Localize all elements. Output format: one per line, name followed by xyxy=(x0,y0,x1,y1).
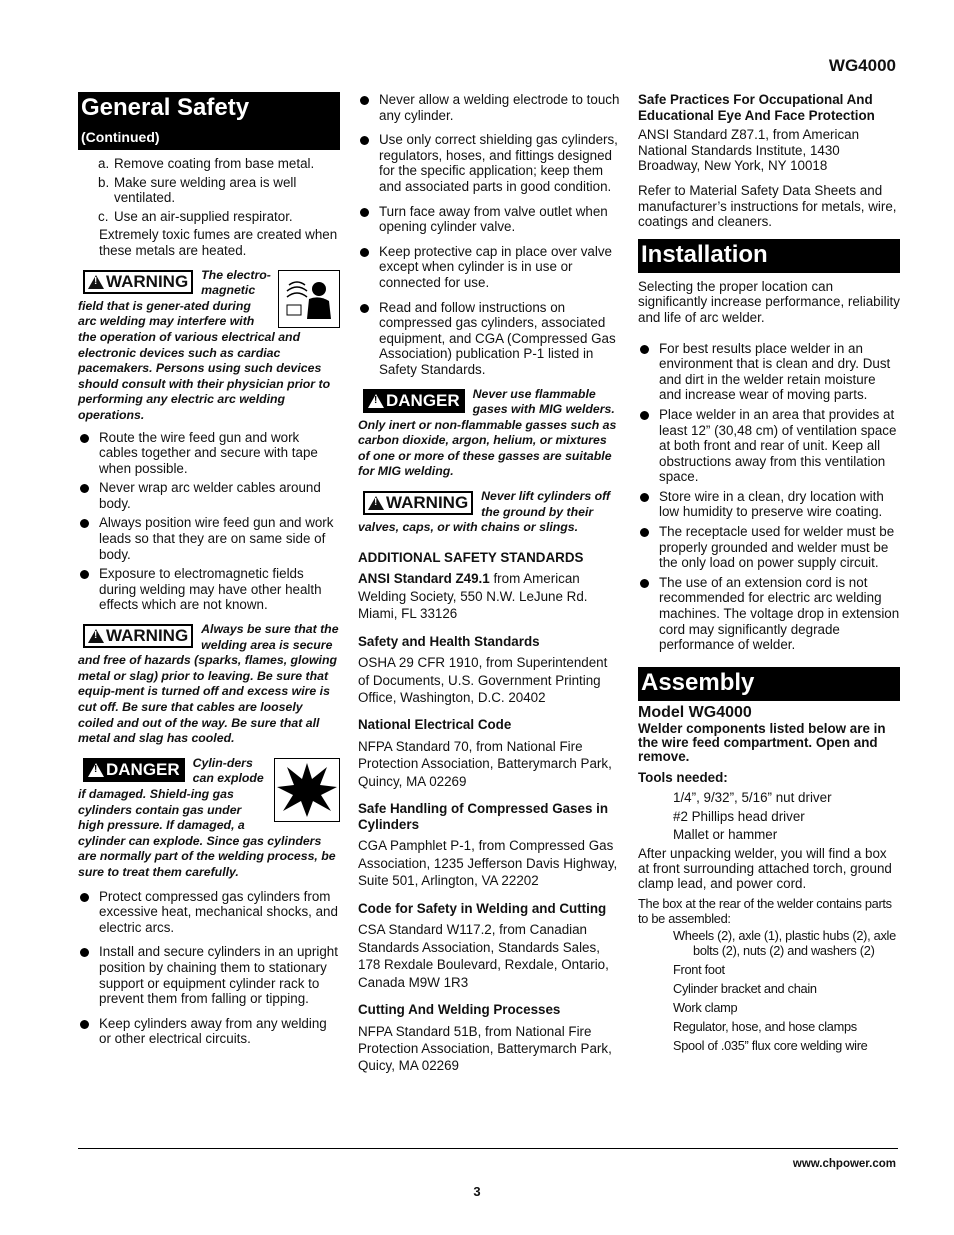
list-item: Protect compressed gas cylinders from excessive heat, mechanical shocks, and electric arcs. xyxy=(78,889,340,936)
list-item: Always position wire feed gun and work leads so that they are on same side of body. xyxy=(78,515,340,562)
alert-triangle-icon xyxy=(88,275,104,289)
standard-heading: National Electrical Code xyxy=(358,717,512,733)
standard-text: NFPA Standard 51B, from National Fire Protection Association, Batterymarch Park, Quicy, MA 02269 xyxy=(358,1023,612,1074)
eye-protection-heading: Safe Practices For Occupational And Educational Eye And Face Protection xyxy=(638,92,875,123)
emf-bullets xyxy=(78,430,340,614)
list-item: Install and secure cylinders in an upright position by chaining them to stationary support or equipment cylinder rack to prevent them from falling or tipping. xyxy=(78,944,340,1006)
installation-bullets xyxy=(638,341,900,653)
standard-text: NFPA Standard 70, from National Fire Protection Association, Batterymarch Park, Quincy, MA 02269 xyxy=(358,739,612,789)
list-item: c. Use an air-supplied respirator. xyxy=(98,208,293,224)
list-item: a. Remove coating from base metal. xyxy=(98,156,315,171)
cylinder-handling-bullets xyxy=(358,92,620,378)
warning-badge: ! WARNING xyxy=(83,270,193,294)
alert-triangle-icon xyxy=(368,496,384,510)
additional-standards-title: ADDITIONAL SAFETY STANDARDS xyxy=(358,549,584,565)
column-installation-assembly xyxy=(638,92,900,1057)
list-item: Never allow a welding electrode to touch any cylinder. xyxy=(358,92,620,123)
danger-badge: ! DANGER xyxy=(363,389,465,413)
list-item: Regulator, hose, and hose clamps xyxy=(673,1019,857,1035)
list-item: The receptacle used for welder must be properly grounded and welder must be the only load on power supply circuit. xyxy=(638,524,900,571)
standard-text: CSA Standard W117.2, from Canadian Standards Association, Standards Sales, 178 Rexdale Boulevard, Rexdale, Ontario, Canada M9W 1R3 xyxy=(358,922,609,990)
warning-lift-cylinders: ! WARNING Never lift cylinders off the ground by their valves, caps, or with chains or slings. xyxy=(358,489,620,536)
tools-label: Tools needed: xyxy=(638,769,728,785)
alert-triangle-icon xyxy=(368,394,384,408)
warning-secure-area: ! WARNING Always be sure that the welding area is secure and free of hazards (sparks, flames, glowing metal or slag) prior to leaving. Be sure that equip-ment is turned off and excess wire is cut off. Be sure that cables are loosely coiled and out of the way. Be sure that all metal and slag has cooled. xyxy=(78,622,340,747)
list-item: Cylinder bracket and chain xyxy=(673,981,817,997)
list-item: Use only correct shielding gas cylinders, regulators, hoses, and fittings designed for the specific application; keep them and associated parts in good condition. xyxy=(358,132,620,194)
list-item: Keep cylinders away from any welding or other electrical circuits. xyxy=(78,1016,340,1047)
list-item: Exposure to electromagnetic fields during welding may have other health effects which are not known. xyxy=(78,566,340,613)
footer-url: www.chpower.com xyxy=(792,1158,896,1170)
list-item: Wheels (2), axle (1), plastic hubs (2), axle bolts (2), nuts (2) and washers (2) xyxy=(673,928,896,959)
list-item: Never wrap arc welder cables around body. xyxy=(78,480,340,511)
standard-heading: Cutting And Welding Processes xyxy=(358,1001,561,1017)
page-number: 3 xyxy=(473,1184,481,1199)
standard-text: CGA Pamphlet P-1, from Compressed Gas Association, 1235 Jefferson Davis Highway, Suite 501, Arlington, VA 22202 xyxy=(358,838,618,889)
warning-emf: ! WARNING The electro-magnetic field that is gener-ated during arc welding may interfere with the operation of various electrical and electronic devices such as cardiac pacemakers. Persons using such devices should consult with their physician prior to performing any electric arc welding operations. xyxy=(78,268,340,424)
list-item: Keep protective cap in place over valve except when cylinder is in use or connected for use. xyxy=(358,244,620,291)
list-item: Place welder in an area that provides at least 12” (30,48 cm) of ventilation space at both front and rear of unit. Keep all obstructions away from this ventilation space. xyxy=(638,407,900,485)
installation-intro: Selecting the proper location can significantly increase performance, reliability and life of arc welder. xyxy=(638,278,900,325)
section-title: General Safety xyxy=(81,94,250,121)
warning-badge: ! WARNING xyxy=(83,624,193,648)
list-item: Front foot xyxy=(673,962,725,978)
coating-steps xyxy=(98,156,340,224)
list-item: Spool of .035” flux core welding wire xyxy=(673,1038,868,1054)
list-item: For best results place welder in an environment that is clean and dry. Dust and dirt in the welder retain moisture and increase wear of moving parts. xyxy=(638,341,900,403)
explosion-icon xyxy=(274,758,340,822)
components-note: Welder components listed below are in the wire feed compartment. Open and remove. xyxy=(638,720,886,764)
section-title: Assembly xyxy=(641,668,755,696)
danger-cylinder: ! DANGER Cylin-ders can explode if damaged. Shield-ing gas cylinders contain gas under high pressure. If damaged, a cylinder can explode. Since gas cylinders are normally part of the welding process, be sure to treat them carefully. xyxy=(78,756,340,881)
eye-protection-text: ANSI Standard Z87.1, from American National Standards Institute, 1430 Broadway, New York, NY 10018 xyxy=(638,127,860,174)
standard-heading: Safe Handling of Compressed Gases in Cylinders xyxy=(358,801,609,832)
tools-list xyxy=(673,789,900,844)
list-item: Route the wire feed gun and work cables together and secure with tape when possible. xyxy=(78,430,340,477)
fumes-note: Extremely toxic fumes are created when these metals are heated. xyxy=(99,227,338,258)
list-item: Store wire in a clean, dry location with low humidity to preserve wire coating. xyxy=(638,489,900,520)
list-item: The use of an extension cord is not recommended for electric arc welding machines. The voltage drop in extension cord may significantly degrade performance of welder. xyxy=(638,575,900,653)
standard-text: OSHA 29 CFR 1910, from Superintendent of Documents, U.S. Government Printing Office, Washington, D.C. 20402 xyxy=(358,655,608,706)
section-subtitle: (Continued) xyxy=(81,129,160,145)
parts-list xyxy=(673,928,900,1053)
list-item: Mallet or hammer xyxy=(673,826,778,842)
list-item: Work clamp xyxy=(673,1000,738,1016)
list-item: 1/4”, 9/32”, 5/16” nut driver xyxy=(673,790,832,806)
standard-heading: Code for Safety in Welding and Cutting xyxy=(358,900,607,916)
pacemaker-hazard-icon xyxy=(278,270,340,328)
column-general-safety xyxy=(78,92,340,1056)
danger-badge: ! DANGER xyxy=(83,758,185,782)
danger-flammable-gas: ! DANGER Never use flammable gases with MIG welders. Only inert or non-flammable gasses such as carbon dioxide, argon, helium, or mixtures of one or more of these gasses are suitable for MIG welding. xyxy=(358,387,620,481)
section-title: Installation xyxy=(641,240,768,268)
box-text: The box at the rear of the welder contains parts to be assembled: xyxy=(638,896,892,927)
alert-triangle-icon xyxy=(88,763,104,777)
cylinder-bullets xyxy=(78,889,340,1047)
msds-text: Refer to Material Safety Data Sheets and manufacturer’s instructions for metals, wire, coatings and cleaners. xyxy=(638,182,897,230)
model-number: WG4000 xyxy=(828,56,896,75)
footer-divider xyxy=(78,1148,898,1149)
list-item: Read and follow instructions on compressed gas cylinders, associated equipment, and CGA (Compressed Gas Association) publication P-1 listed in Safety Standards. xyxy=(358,300,620,378)
warning-badge: ! WARNING xyxy=(363,491,473,515)
column-cylinder-safety xyxy=(358,92,620,1075)
section-header-assembly xyxy=(638,667,900,701)
list-item: b. Make sure welding area is well ventilated. xyxy=(98,174,297,206)
standard-heading: Safety and Health Standards xyxy=(358,633,540,649)
list-item: Turn face away from valve outlet when opening cylinder valve. xyxy=(358,204,620,235)
unpack-text: After unpacking welder, you will find a box at front surrounding attached torch, ground clamp lead, and power cord. xyxy=(638,846,892,892)
ansi-standard: ANSI Standard Z49.1 from American Welding Society, 550 N.W. LeJune Rd. Miami, FL 33126 xyxy=(358,571,588,622)
list-item: #2 Phillips head driver xyxy=(673,808,805,824)
alert-triangle-icon xyxy=(88,629,104,643)
model-label: Model WG4000 xyxy=(638,703,752,721)
section-header-general-safety xyxy=(78,92,340,150)
section-header-installation xyxy=(638,239,900,273)
